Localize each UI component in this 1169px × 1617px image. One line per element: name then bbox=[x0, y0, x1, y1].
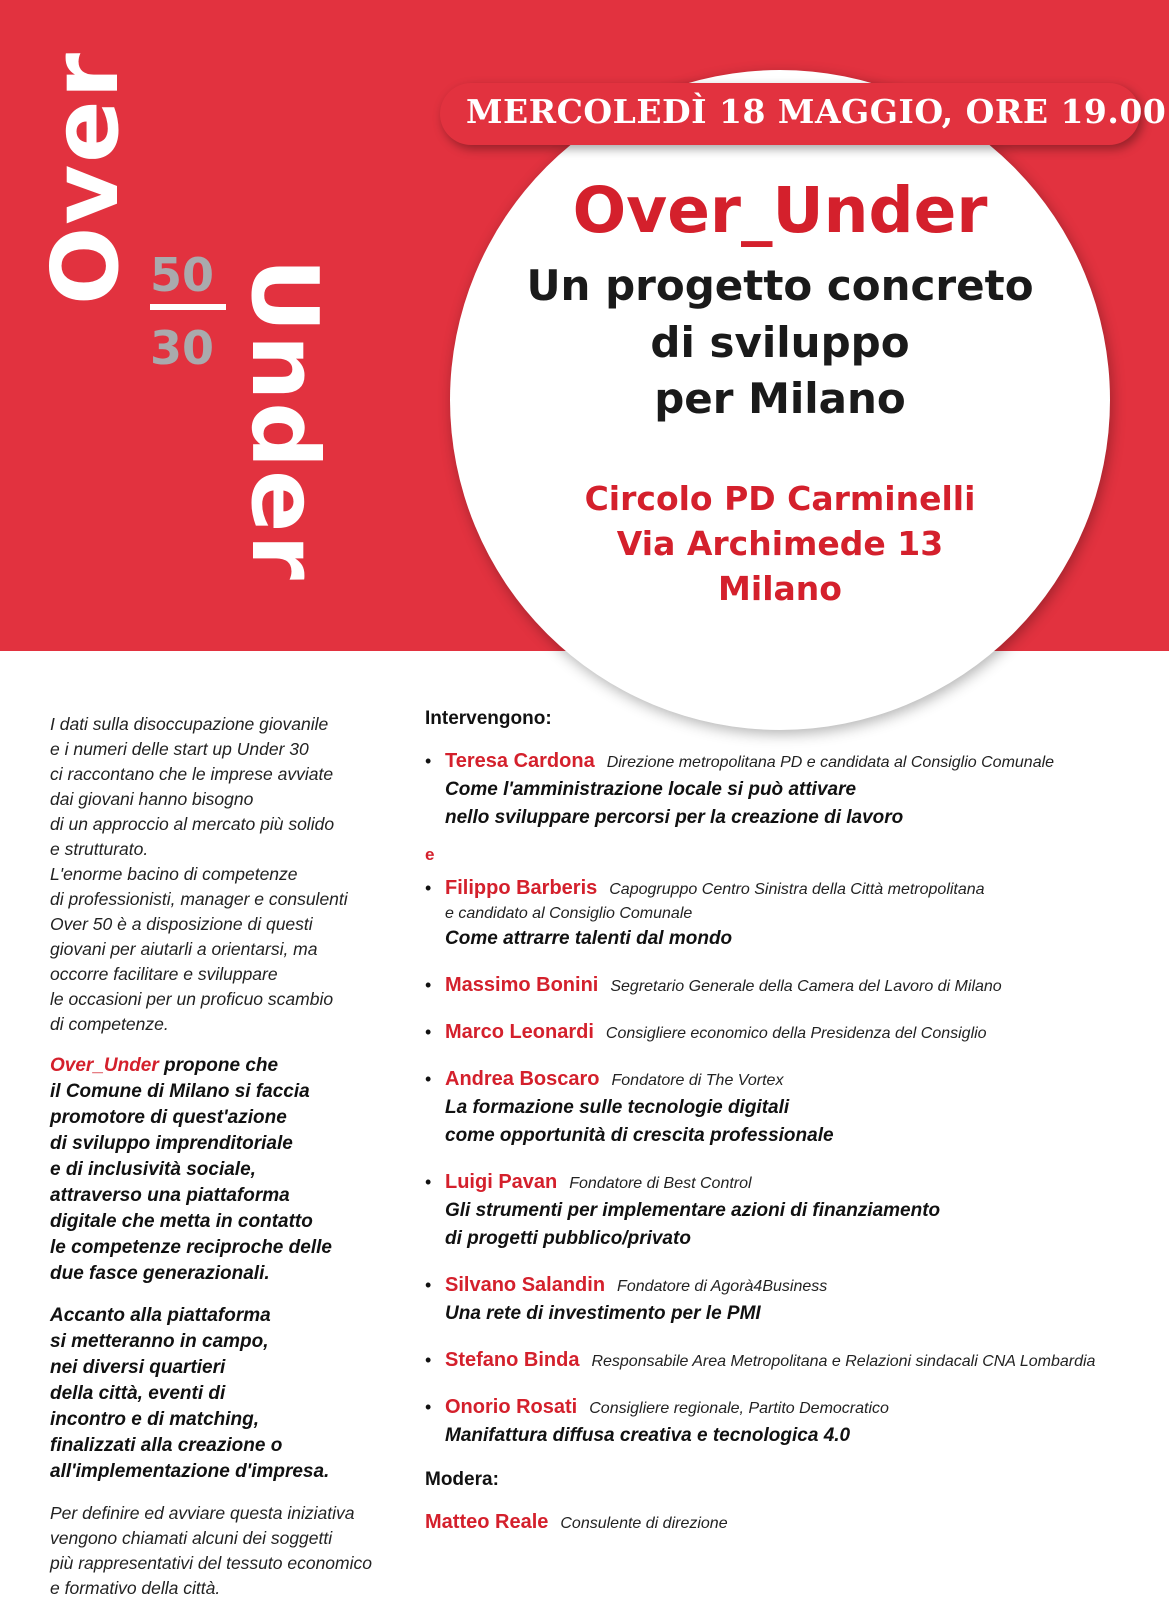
speaker-name: Luigi Pavan bbox=[445, 1171, 558, 1193]
speaker-role: Capogruppo Centro Sinistra della Città metropolitana bbox=[609, 881, 985, 898]
speaker-role: Direzione metropolitana PD e candidata al Consiglio Comunale bbox=[606, 754, 1055, 771]
intro-line: incontro e di matching, bbox=[50, 1409, 260, 1430]
speaker-role-continued: e candidato al Consiglio Comunale bbox=[445, 905, 693, 922]
intro-line: attraverso una piattaforma bbox=[50, 1185, 290, 1206]
event-title: Over_Under bbox=[572, 174, 988, 247]
intro-paragraph-1 bbox=[50, 712, 400, 1037]
speaker-item bbox=[425, 875, 1145, 953]
speakers-heading: Intervengono: bbox=[425, 708, 552, 729]
speaker-item bbox=[425, 1394, 1145, 1450]
speaker-talk: Gli strumenti per implementare azioni di finanziamento bbox=[445, 1200, 941, 1221]
speaker-talk: Una rete di investimento per le PMI bbox=[445, 1303, 761, 1324]
speaker-talk: Manifattura diffusa creativa e tecnologica 4.0 bbox=[445, 1425, 851, 1446]
speaker-role: Fondatore di The Vortex bbox=[611, 1072, 784, 1089]
bullet-icon: • bbox=[425, 1172, 432, 1192]
speaker-role: Segretario Generale della Camera del Lavoro di Milano bbox=[610, 978, 1002, 995]
speaker-item bbox=[425, 1347, 1145, 1375]
moderator-role: Consulente di direzione bbox=[560, 1515, 728, 1532]
speaker-item bbox=[425, 748, 1145, 832]
intro-line: di un approccio al mercato più solido bbox=[50, 814, 335, 834]
speaker-role: Consigliere regionale, Partito Democratico bbox=[589, 1400, 889, 1417]
intro-line: Over 50 è a disposizione di questi bbox=[50, 914, 313, 934]
intro-line: Per definire ed avviare questa iniziativa bbox=[50, 1503, 355, 1523]
conjunction: e bbox=[425, 845, 435, 864]
bullet-icon: • bbox=[425, 1350, 432, 1370]
subtitle-line: di sviluppo bbox=[650, 317, 910, 367]
speaker-role: Fondatore di Best Control bbox=[569, 1175, 752, 1192]
speaker-item bbox=[425, 1169, 1145, 1253]
speaker-name: Silvano Salandin bbox=[445, 1274, 606, 1296]
intro-line: I dati sulla disoccupazione giovanile bbox=[50, 714, 329, 734]
intro-highlight: Over_Under bbox=[50, 1055, 159, 1076]
intro-line: finalizzati alla creazione o bbox=[50, 1435, 283, 1456]
intro-line: e strutturato. bbox=[50, 839, 149, 859]
intro-line: le occasioni per un proficuo scambio bbox=[50, 989, 334, 1009]
logo-under-text: Under bbox=[231, 258, 338, 582]
logo-number-bottom: 30 bbox=[150, 321, 215, 375]
intro-line: vengono chiamati alcuni dei soggetti bbox=[50, 1528, 333, 1548]
bullet-icon: • bbox=[425, 1069, 432, 1089]
speaker-talk: nello sviluppare percorsi per la creazione di lavoro bbox=[445, 807, 904, 828]
speaker-talk: come opportunità di crescita professionale bbox=[445, 1125, 834, 1146]
logo-divider bbox=[150, 304, 226, 310]
intro-line: e i numeri delle start up Under 30 bbox=[50, 739, 309, 759]
subtitle-line: per Milano bbox=[654, 374, 906, 424]
intro-line: e formativo della città. bbox=[50, 1578, 221, 1598]
intro-line: più rappresentativi del tessuto economico bbox=[50, 1553, 372, 1573]
event-date: MERCOLEDÌ 18 MAGGIO, ORE 19.00 bbox=[466, 92, 1167, 131]
intro-line: propone che bbox=[158, 1055, 279, 1076]
logo-number-top: 50 bbox=[150, 248, 215, 302]
logo-over-text: Over bbox=[32, 51, 139, 305]
intro-line: ci raccontano che le imprese avviate bbox=[50, 764, 334, 784]
bullet-icon: • bbox=[425, 1275, 432, 1295]
intro-line: dai giovani hanno bisogno bbox=[50, 789, 254, 809]
subtitle-line: Un progetto concreto bbox=[526, 261, 1034, 310]
intro-paragraph-4 bbox=[50, 1501, 400, 1601]
speaker-name: Onorio Rosati bbox=[445, 1396, 578, 1418]
venue-line: Milano bbox=[718, 569, 842, 609]
speaker-name: Stefano Binda bbox=[445, 1349, 580, 1371]
venue-line: Via Archimede 13 bbox=[616, 524, 944, 564]
bullet-icon: • bbox=[425, 751, 432, 771]
moderator-name: Matteo Reale bbox=[425, 1511, 549, 1533]
moderator-item bbox=[425, 1509, 1145, 1537]
intro-line: si metteranno in campo, bbox=[50, 1331, 269, 1352]
moderator-heading: Modera: bbox=[425, 1469, 499, 1490]
speaker-name: Teresa Cardona bbox=[445, 750, 595, 772]
intro-line: L'enorme bacino di competenze bbox=[50, 864, 298, 884]
bullet-icon: • bbox=[425, 975, 432, 995]
speaker-name: Massimo Bonini bbox=[445, 974, 599, 996]
speaker-item bbox=[425, 1066, 1145, 1150]
speaker-item bbox=[425, 972, 1145, 1000]
speaker-talk: Come l'amministrazione locale si può attivare bbox=[445, 779, 857, 800]
speaker-name: Marco Leonardi bbox=[445, 1021, 594, 1043]
bullet-icon: • bbox=[425, 1397, 432, 1417]
intro-line: le competenze reciproche delle bbox=[50, 1237, 332, 1258]
bullet-icon: • bbox=[425, 878, 432, 898]
intro-paragraph-2 bbox=[50, 1053, 400, 1287]
intro-line: occorre facilitare e sviluppare bbox=[50, 964, 278, 984]
intro-line: di sviluppo imprenditoriale bbox=[50, 1133, 293, 1154]
intro-line: e di inclusività sociale, bbox=[50, 1159, 256, 1180]
event-subtitle bbox=[450, 258, 1110, 428]
speaker-talk: La formazione sulle tecnologie digitali bbox=[445, 1097, 790, 1118]
intro-line: della città, eventi di bbox=[50, 1383, 226, 1404]
intro-line: due fasce generazionali. bbox=[50, 1263, 270, 1284]
speaker-talk: di progetti pubblico/privato bbox=[445, 1228, 691, 1249]
intro-line: di competenze. bbox=[50, 1014, 169, 1034]
speaker-role: Consigliere economico della Presidenza del Consiglio bbox=[605, 1025, 987, 1042]
intro-column bbox=[50, 712, 400, 1617]
speaker-talk: Come attrarre talenti dal mondo bbox=[445, 928, 733, 949]
bullet-icon: • bbox=[425, 1022, 432, 1042]
intro-line: digitale che metta in contatto bbox=[50, 1211, 313, 1232]
intro-paragraph-3 bbox=[50, 1303, 400, 1485]
speakers-column bbox=[425, 708, 1145, 1537]
intro-line: promotore di quest'azione bbox=[50, 1107, 287, 1128]
venue-line: Circolo PD Carminelli bbox=[584, 479, 976, 518]
intro-line: il Comune di Milano si faccia bbox=[50, 1081, 310, 1102]
intro-line: all'implementazione d'impresa. bbox=[50, 1461, 330, 1482]
speaker-role: Fondatore di Agorà4Business bbox=[617, 1278, 828, 1295]
speaker-item bbox=[425, 1272, 1145, 1328]
speaker-name: Andrea Boscaro bbox=[445, 1068, 600, 1090]
intro-line: Accanto alla piattaforma bbox=[50, 1305, 271, 1326]
intro-line: nei diversi quartieri bbox=[50, 1357, 226, 1378]
intro-line: giovani per aiutarli a orientarsi, ma bbox=[50, 939, 318, 959]
speaker-name: Filippo Barberis bbox=[445, 877, 598, 899]
event-venue bbox=[450, 476, 1110, 612]
speaker-role: Responsabile Area Metropolitana e Relazioni sindacali CNA Lombardia bbox=[591, 1353, 1096, 1370]
intro-line: di professionisti, manager e consulenti bbox=[50, 889, 348, 909]
speaker-item bbox=[425, 1019, 1145, 1047]
